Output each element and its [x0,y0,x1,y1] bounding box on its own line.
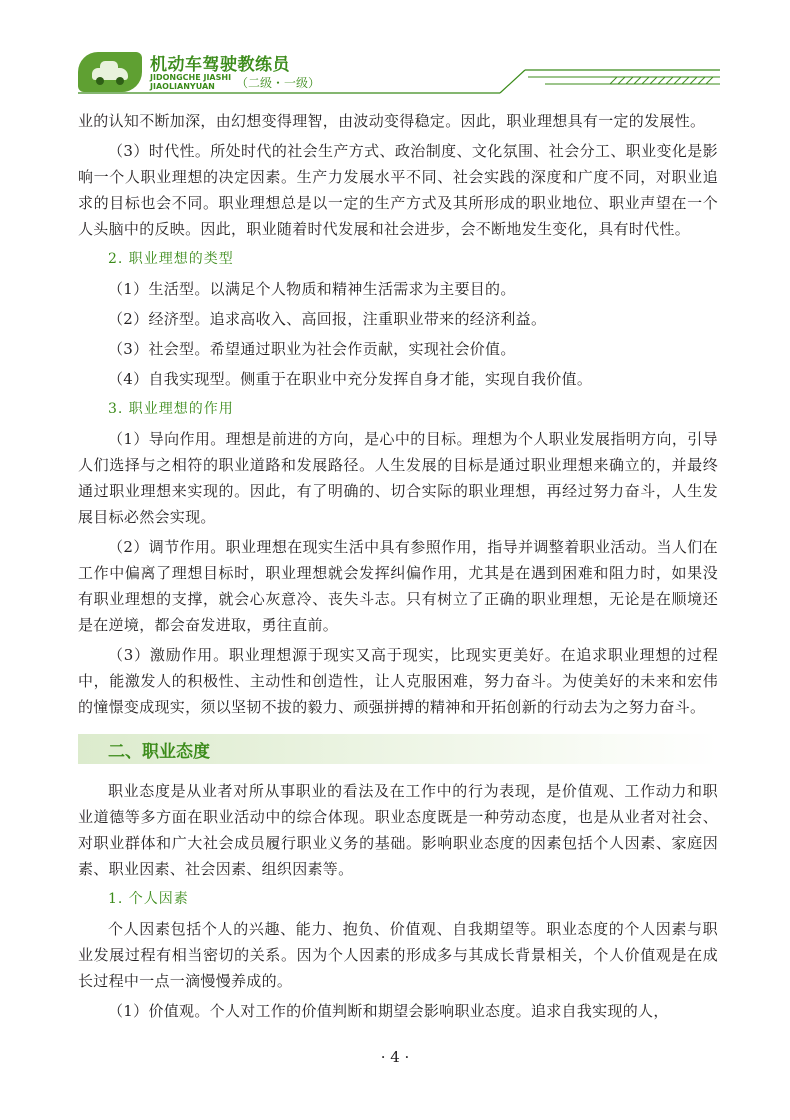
section-heading-text: 二、职业态度 [108,742,210,762]
paragraph: 职业态度是从业者对所从事职业的看法及在工作中的行为表现，是价值观、工作动力和职业道德等多方面在职业活动中的综合体现。职业态度既是一种劳动态度，也是从业者对社会、对职业群体和广大社会成员履行职业义务的基础。影响职业态度的因素包括个人因素、家庭因素、职业因素、社会因素、组织因素等。 [78,782,718,878]
paragraph: （1）导向作用。理想是前进的方向，是心中的目标。理想为个人职业发展指明方向，引导人们选择与之相符的职业道路和发展路径。人生发展的目标是通过职业理想来确立的，并最终通过职业理想来实现的。因此，有了明确的、切合实际的职业理想，再经过努力奋斗，人生发展目标必然会实现。 [78,430,718,526]
list-item: （2）经济型。追求高收入、高回报，注重职业带来的经济利益。 [108,310,547,328]
paragraph: 业的认知不断加深，由幻想变得理智，由波动变得稳定。因此，职业理想具有一定的发展性。 [78,112,706,130]
list-item: （3）社会型。希望通过职业为社会作贡献，实现社会价值。 [108,340,516,358]
header-title: 机动车驾驶教练员 [150,55,290,75]
header-subtitle-en: JIDONGCHE JIASHI JIAOLIANYUAN [150,73,232,91]
page-number: · 4 · [380,1048,410,1066]
paragraph: （3）激励作用。职业理想源于现实又高于现实，比现实更美好。在追求职业理想的过程中，能激发人的积极性、主动性和创造性，让人克服困难，努力奋斗。为使美好的未来和宏伟的憧憬变成现实，须以坚韧不拔的毅力、顽强拼搏的精神和开拓创新的行动去为之努力奋斗。 [78,646,718,716]
subheading: 3. 职业理想的作用 [108,401,234,417]
section-heading [78,734,718,764]
header-level: （二级・一级） [236,76,321,90]
paragraph: 个人因素包括个人的兴趣、能力、抱负、价值观、自我期望等。职业态度的个人因素与职业发展过程有相当密切的关系。因为个人因素的形成多与其成长背景相关，个人价值观是在成长过程中一点一滴慢慢养成的。 [78,920,718,990]
subheading: 2. 职业理想的类型 [108,251,234,267]
subheading: 1. 个人因素 [108,891,189,907]
paragraph: （1）价值观。个人对工作的价值判断和期望会影响职业态度。追求自我实现的人， [108,1002,669,1020]
paragraph: （3）时代性。所处时代的社会生产方式、政治制度、文化氛围、社会分工、职业变化是影响一个人职业理想的决定因素。生产力发展水平不同、社会实践的深度和广度不同，对职业追求的目标也会不同。职业理想总是以一定的生产方式及其所形成的职业地位、职业声望在一个人头脑中的反映。因此，职业随着时代发展和社会进步，会不断地发生变化，具有时代性。 [78,142,718,238]
paragraph: （2）调节作用。职业理想在现实生活中具有参照作用，指导并调整着职业活动。当人们在工作中偏离了理想目标时，职业理想就会发挥纠偏作用，尤其是在遇到困难和阻力时，如果没有职业理想的支撑，就会心灰意冷、丧失斗志。只有树立了正确的职业理想，无论是在顺境还是在逆境，都会奋发进取，勇往直前。 [78,538,718,634]
list-item: （1）生活型。以满足个人物质和精神生活需求为主要目的。 [108,280,516,298]
list-item: （4）自我实现型。侧重于在职业中充分发挥自身才能，实现自我价值。 [108,370,593,388]
page-header [0,0,790,100]
car-icon [78,52,142,92]
page-body [78,108,718,1028]
